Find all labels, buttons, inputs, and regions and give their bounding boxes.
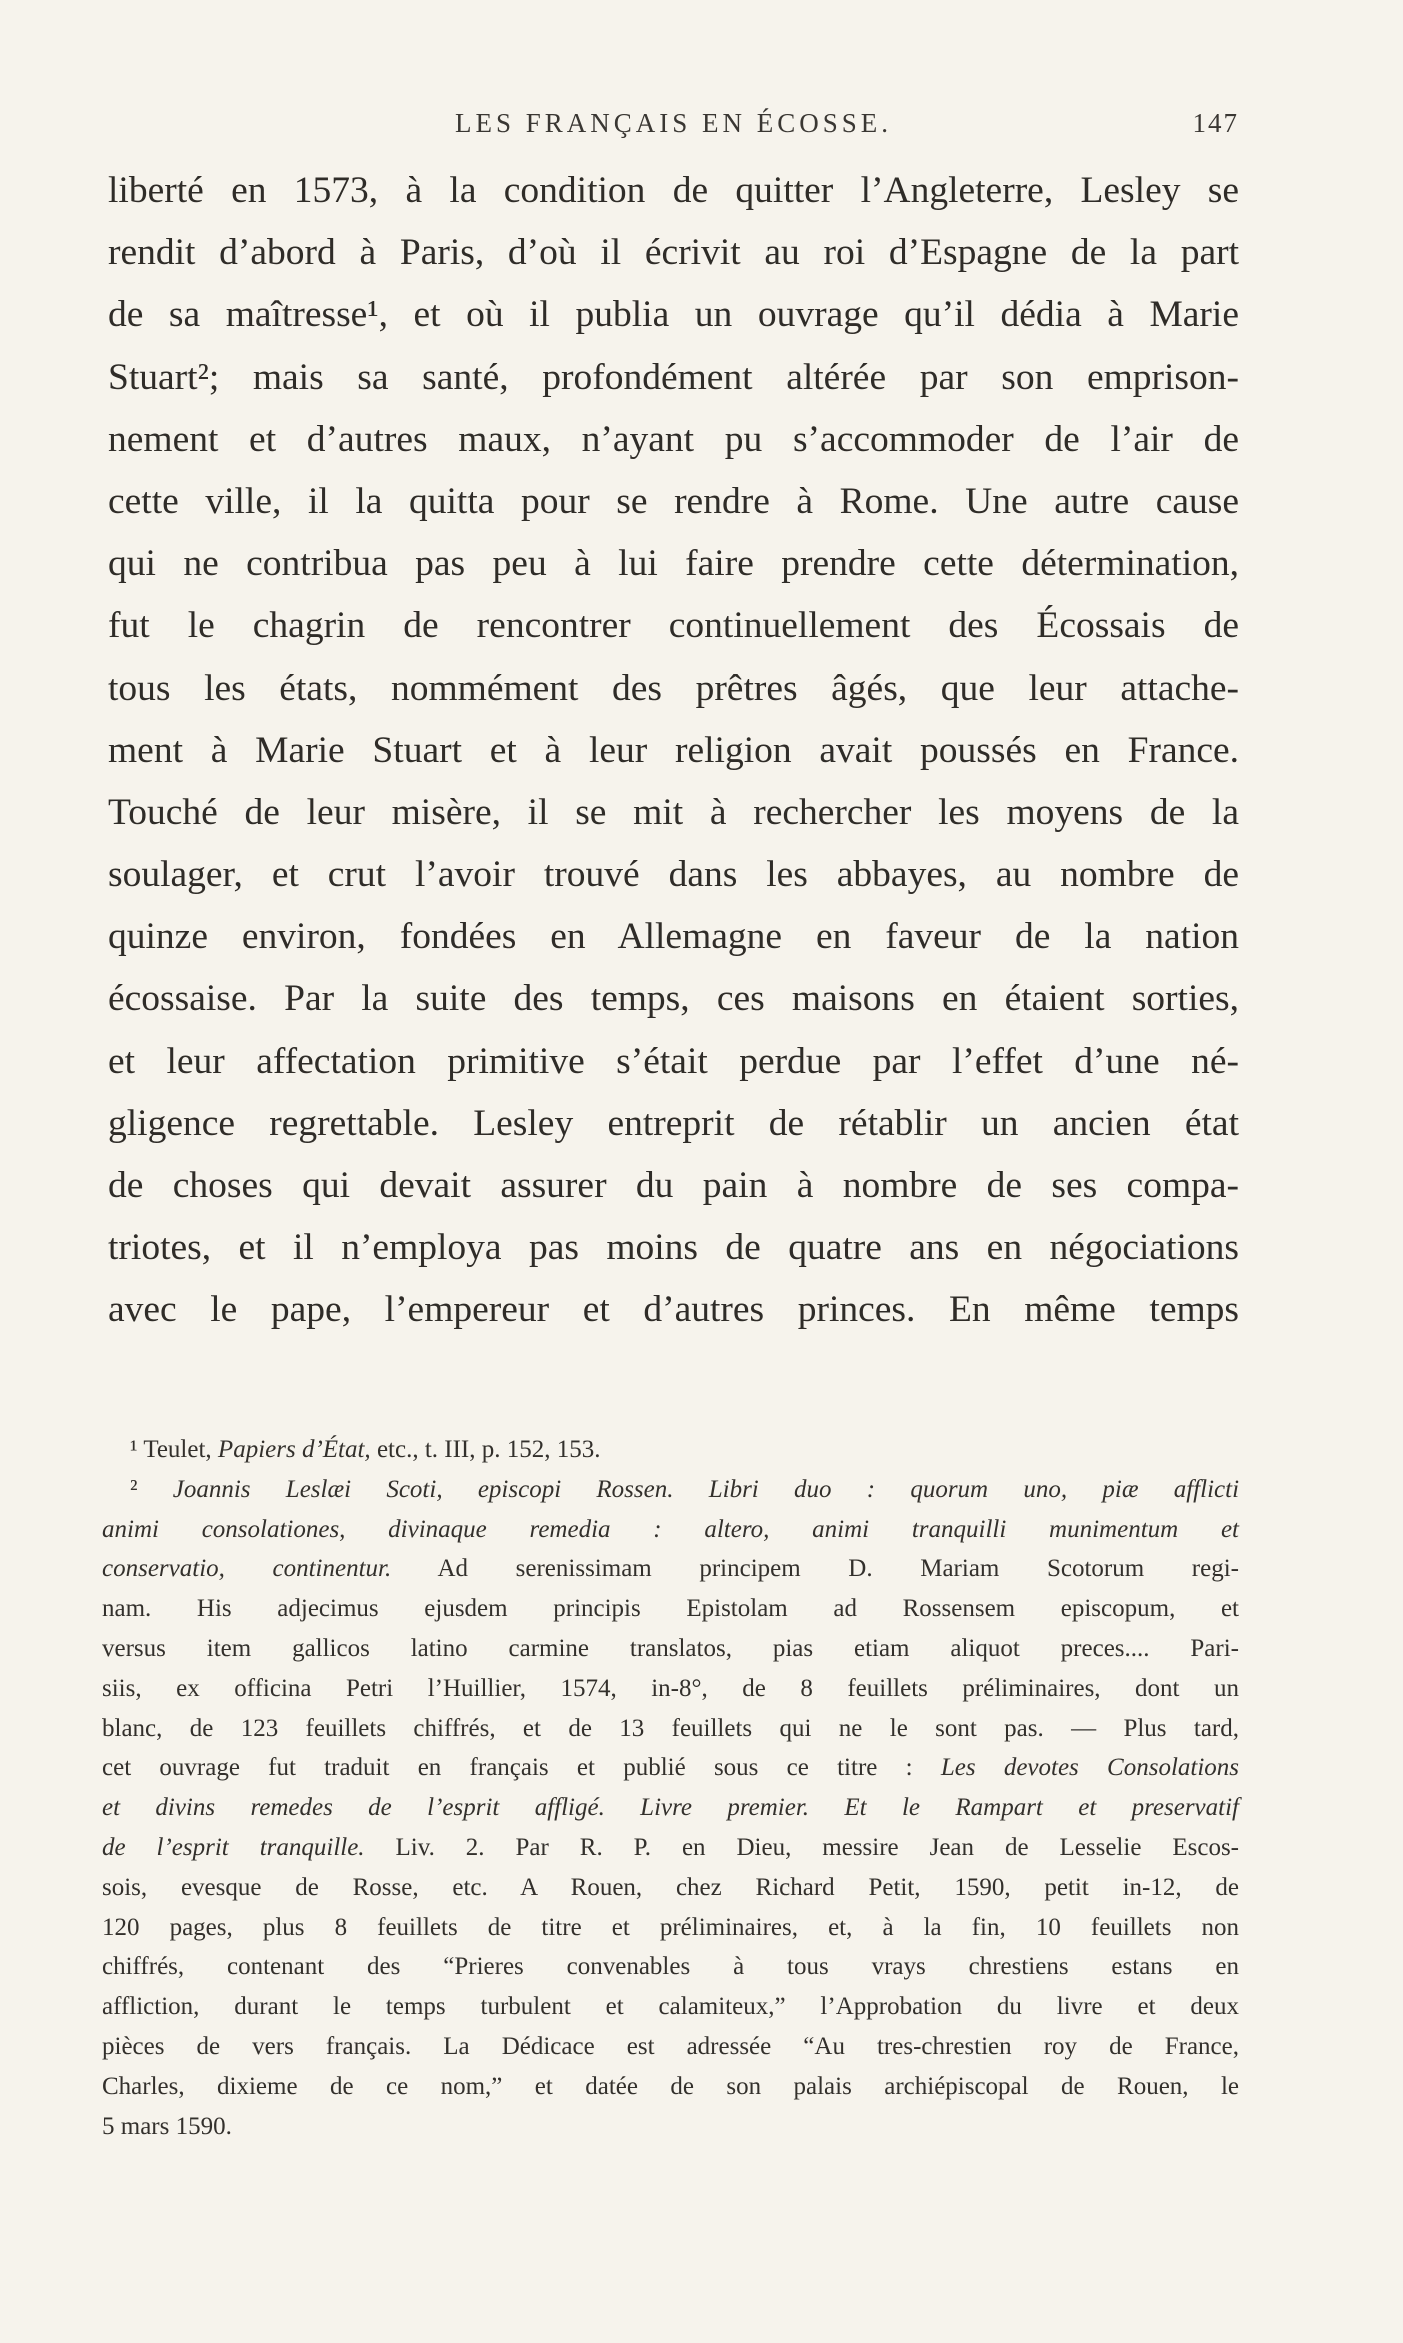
text-line: rendit d’abord à Paris, d’où il écrivit au roi d’Espagne de la part [108,232,1239,274]
footnote-title: Les devotes Consolations [940,1754,1240,1782]
footnote-mark: ² [130,1475,138,1503]
footnote-1 [102,1430,1239,1470]
footnote-2-line [102,1549,1239,1589]
text-line: quinze environ, fondées en Allemagne en faveur de la nation [108,916,1239,958]
text-line: triotes, et il n’employa pas moins de quatre ans en négociations [108,1227,1239,1269]
footnote-2-line: versus item gallicos latino carmine translatos, pias etiam aliquot preces.... Pari- [102,1634,1239,1662]
text-line: ment à Marie Stuart et à leur religion avait poussés en France. [108,729,1239,771]
text-line: et leur affectation primitive s’était perdue par l’effet d’une né- [108,1040,1239,1082]
footnote-2-line: siis, ex officina Petri l’Huillier, 1574, in-8°, de 8 feuillets préliminaires, dont un [102,1674,1239,1702]
text-line: nement et d’autres maux, n’ayant pu s’accommoder de l’air de [108,418,1239,460]
footnote-text: etc., t. III, p. 152, 153. [376,1436,601,1463]
text-line: Stuart²; mais sa santé, profondément altérée par son emprison- [108,356,1239,398]
footnote-text: Liv. 2. Par R. P. en Dieu, messire Jean de Lesselie Escos- [395,1833,1240,1861]
text-line: liberté en 1573, à la condition de quitter l’Angleterre, Lesley se [108,170,1239,211]
footnote-2-line: Charles, dixieme de ce nom,” et datée de son palais archiépiscopal de Rouen, le [102,2072,1239,2100]
text-line: tous les états, nommément des prêtres âgés, que leur attache- [108,667,1239,709]
text-line: de sa maîtresse¹, et où il publia un ouvrage qu’il dédia à Marie [108,294,1239,336]
text-line: cette ville, il la quitta pour se rendre à Rome. Une autre cause [108,480,1239,522]
footnote-2-line: blanc, de 123 feuillets chiffrés, et de 13 feuillets qui ne le sont pas. — Plus tard, [102,1714,1239,1742]
footnote-text: cet ouvrage fut traduit en français et publié sous ce titre : [102,1754,913,1782]
footnote-2-line: pièces de vers français. La Dédicace est adressée “Au tres-chrestien roy de France, [102,2032,1239,2060]
footnote-title: de l’esprit tranquille. [102,1833,365,1861]
text-line: soulager, et crut l’avoir trouvé dans les abbayes, au nombre de [108,854,1239,896]
text-line: qui ne contribua pas peu à lui faire prendre cette détermination, [108,543,1239,585]
text-line: gligence regrettable. Lesley entreprit de rétablir un ancien état [108,1102,1239,1144]
footnote-2-line: animi consolationes, divinaque remedia : altero, animi tranquilli munimentum et [102,1515,1239,1543]
footnote-2-line [102,1828,1239,1868]
footnote-2-line [102,1748,1239,1788]
text-line: de choses qui devait assurer du pain à nombre de ses compa- [108,1165,1239,1206]
running-title: LES FRANÇAIS EN ÉCOSSE. [454,108,893,138]
footnote-title: Papiers d’État, [217,1436,371,1463]
text-line: avec le pape, l’empereur et d’autres princes. En même temps [108,1289,1239,1331]
footnote-2-line: nam. His adjecimus ejusdem principis Epistolam ad Rossensem episcopum, et [102,1595,1239,1623]
footnote-mark: ¹ [130,1436,138,1463]
footnote-author: Teulet, [143,1436,212,1463]
footnote-2-line: chiffrés, contenant des “Prieres convenables à tous vrays chrestiens estans en [102,1953,1239,1981]
footnote-title: Joannis Leslæi Scoti, episcopi Rossen. Libri duo : quorum uno, piæ afflicti [172,1475,1240,1503]
text-line: Touché de leur misère, il se mit à rechercher les moyens de la [108,791,1239,833]
footnote-2-line: et divins remedes de l’esprit affligé. Livre premier. Et le Rampart et preservatif [102,1794,1239,1822]
footnote-text: Ad serenissimam principem D. Mariam Scotorum regi- [437,1555,1239,1583]
footnote-2-line: affliction, durant le temps turbulent et calamiteux,” l’Approbation du livre et deux [102,1993,1239,2021]
text-line: fut le chagrin de rencontrer continuellement des Écossais de [108,605,1239,647]
footnotes [102,1430,1239,2146]
footnote-2-line: sois, evesque de Rosse, etc. A Rouen, chez Richard Petit, 1590, petit in-12, de [102,1873,1239,1901]
main-paragraph [108,160,1239,1342]
footnote-2-line: 5 mars 1590. [102,2112,232,2140]
running-header [108,108,1239,148]
footnote-2-line [102,1470,1239,1510]
footnote-2-line: 120 pages, plus 8 feuillets de titre et préliminaires, et, à la fin, 10 feuillets non [102,1913,1239,1941]
footnote-title: conservatio, continentur. [102,1555,392,1583]
page-number: 147 [1192,108,1239,138]
text-line: écossaise. Par la suite des temps, ces maisons en étaient sorties, [108,978,1239,1020]
